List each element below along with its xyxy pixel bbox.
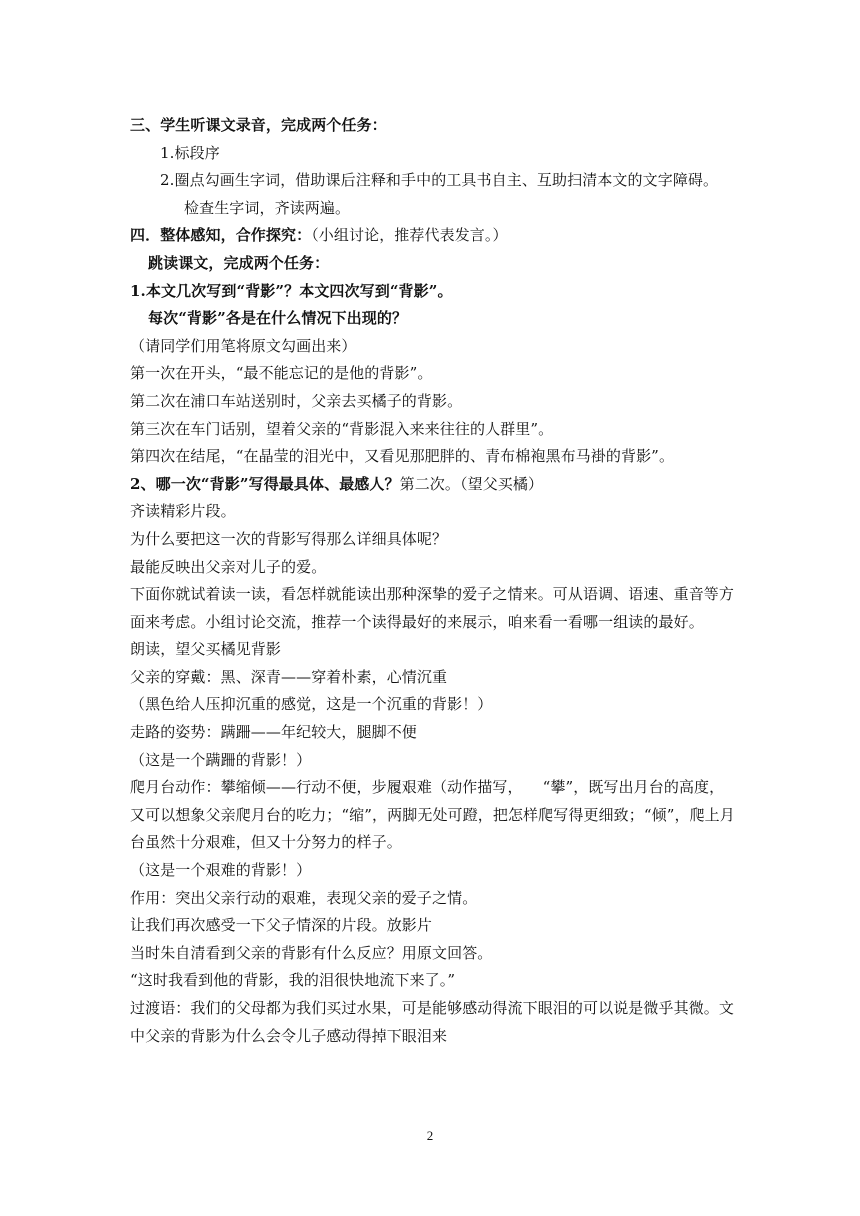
text-line: 让我们再次感受一下父子情深的片段。放影片	[130, 916, 433, 935]
question-2-line	[130, 471, 740, 499]
text-line: 台虽然十分艰难，但又十分努力的样子。	[130, 833, 402, 852]
text-line: 为什么要把这一次的背影写得那么详细具体呢？	[130, 529, 448, 548]
question-1-sub: 每次“背影”各是在什么情况下出现的？	[148, 309, 408, 328]
text-line: （这是一个艰难的背影！）	[130, 861, 312, 880]
text-line: 朗读，望父买橘见背影	[130, 640, 282, 659]
task-item-2: 2.圈点勾画生字词，借助课后注释和手中的工具书自主、互助扫清本文的文字障碍。	[160, 171, 719, 190]
question-2-answer: 第二次。（望父买橘）	[399, 474, 544, 493]
section-heading-four-note: （小组讨论，推荐代表发言。）	[311, 226, 508, 245]
text-segment: 爬月台动作：攀缩倾——行动不便，步履艰难（动作描写，	[130, 778, 523, 797]
quote-line: “这时我看到他的背影，我的泪很快地流下来了。”	[130, 971, 456, 990]
text-line: 第一次在开头，“最不能忘记的是他的背影”。	[130, 364, 433, 383]
page-content	[130, 112, 740, 1050]
section-heading-four: 四．整体感知，合作探究：	[130, 226, 312, 245]
text-line: 下面你就试着读一读，看怎样就能读出那种深挚的爱子之情来。可从语调、语速、重音等方	[130, 585, 735, 604]
text-line: 最能反映出父亲对儿子的爱。	[130, 557, 327, 576]
page-number: 2	[426, 1128, 434, 1143]
text-line: 当时朱自清看到父亲的背影有什么反应？用原文回答。	[130, 943, 493, 962]
question-1: 1.本文几次写到“背影”？本文四次写到“背影”。	[130, 281, 453, 300]
text-line: 走路的姿势：蹒跚——年纪较大，腿脚不便	[130, 723, 417, 742]
text-segment: “攀”，既写出月台的高度，	[542, 778, 725, 797]
text-line: （黑色给人压抑沉重的感觉，这是一个沉重的背影！）	[130, 695, 493, 714]
text-line: 中父亲的背影为什么会令儿子感动得掉下眼泪来	[130, 1026, 448, 1045]
subheading: 跳读课文，完成两个任务：	[148, 253, 330, 272]
text-line: 面来考虑。小组讨论交流，推荐一个读得最好的来展示，咱来看一看哪一组读的最好。	[130, 612, 704, 631]
question-2: 2、哪一次“背影”写得最具体、最感人？	[130, 474, 400, 493]
task-item-1: 1.标段序	[160, 143, 220, 162]
text-line: 第四次在结尾，“在晶莹的泪光中，又看见那肥胖的、青布棉袍黑布马褂的背影”。	[130, 447, 675, 466]
section-heading-three: 三、学生听课文录音，完成两个任务：	[130, 116, 387, 134]
text-line: 又可以想象父亲爬月台的吃力；“缩”，两脚无处可蹬，把怎样爬写得更细致；“倾”，爬上月	[130, 805, 735, 824]
text-line: 检查生字词，齐读两遍。	[184, 198, 351, 217]
section-heading-four-line	[130, 222, 740, 250]
text-line: （这是一个蹒跚的背影！）	[130, 750, 312, 769]
text-line: 第三次在车门话别，望着父亲的“背影混入来来往往的人群里”。	[130, 419, 554, 438]
text-line: 父亲的穿戴：黑、深青——穿着朴素，心情沉重	[130, 667, 448, 686]
text-line: （请同学们用笔将原文勾画出来）	[130, 336, 357, 355]
text-line-split	[130, 774, 740, 802]
text-line: 齐读精彩片段。	[130, 502, 236, 521]
text-line: 第二次在浦口车站送别时，父亲去买橘子的背影。	[130, 391, 463, 410]
text-line: 过渡语：我们的父母都为我们买过水果，可是能够感动得流下眼泪的可以说是微乎其微。文	[130, 999, 735, 1017]
text-line: 作用：突出父亲行动的艰难，表现父亲的爱子之情。	[130, 888, 478, 907]
